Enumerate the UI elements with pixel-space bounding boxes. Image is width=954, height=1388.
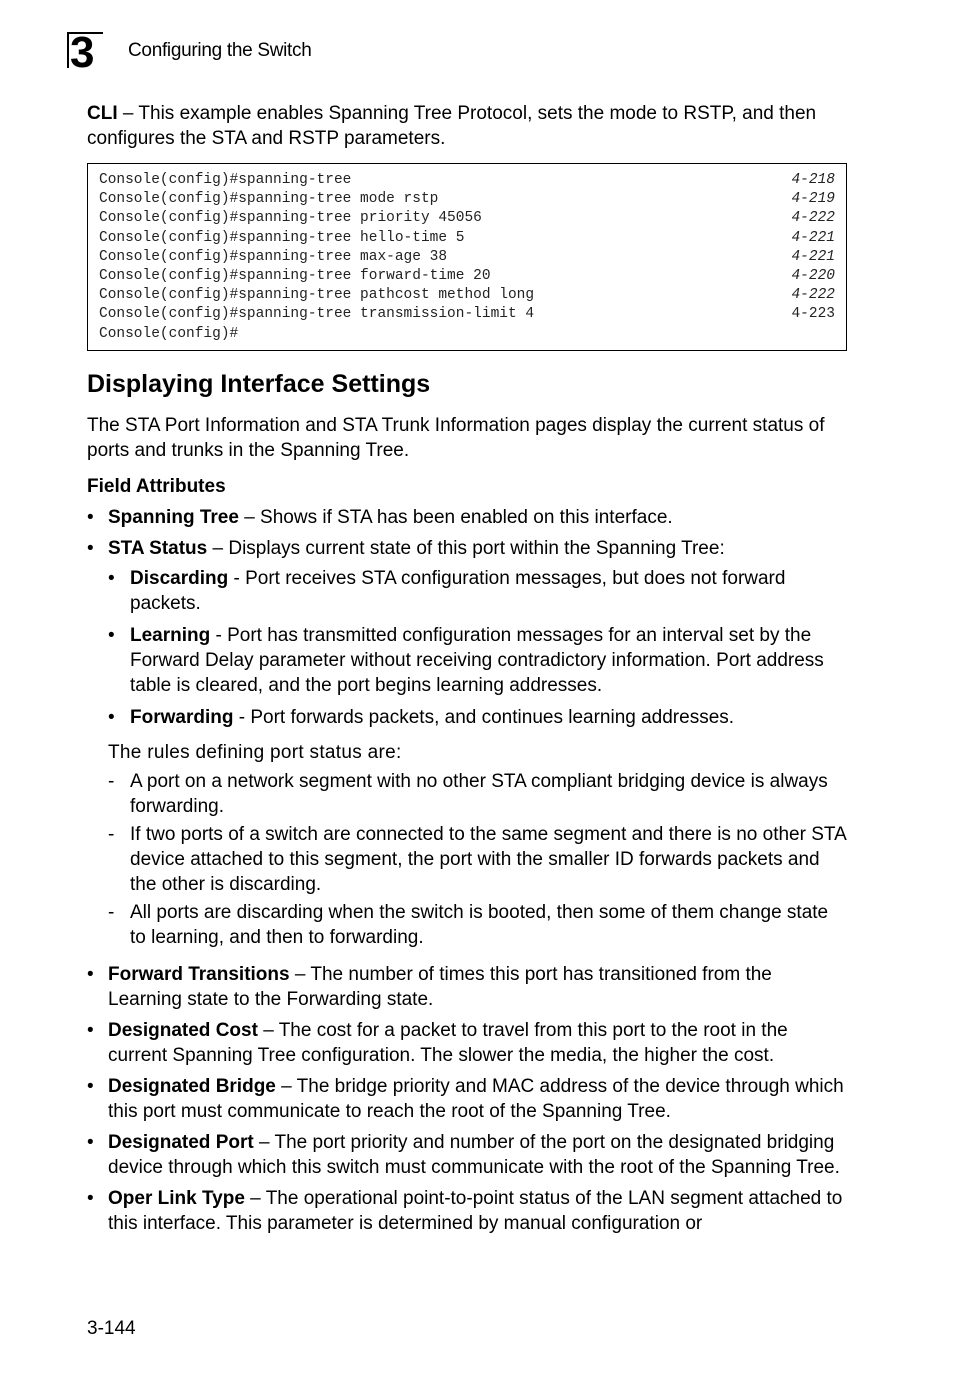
cli-code-block (87, 163, 847, 351)
page-number: 3-144 (87, 1318, 136, 1339)
field-term: Forward Transitions (108, 963, 290, 985)
field-item-designated-bridge (87, 1074, 847, 1124)
field-desc: – Shows if STA has been enabled on this interface. (238, 506, 673, 528)
chapter-marker-vertical-rule (67, 32, 69, 68)
state-list (108, 566, 847, 730)
page-content (87, 101, 847, 1242)
code-page-ref: 4-222 (791, 210, 835, 227)
state-desc: - Port forwards packets, and continues learning addresses. (233, 706, 735, 728)
bullet-icon: • (108, 706, 115, 728)
code-command: Console(config)#spanning-tree (99, 172, 352, 188)
field-desc: – Displays current state of this port within the Spanning Tree: (207, 537, 725, 559)
code-page-ref: 4-221 (791, 248, 835, 265)
cli-intro-text: – This example enables Spanning Tree Protocol, sets the mode to RSTP, and then configures the STA and RSTP parameters. (87, 103, 817, 149)
state-desc: - Port receives STA configuration messages, but does not forward packets. (130, 567, 786, 614)
bullet-icon: • (87, 1187, 94, 1209)
rule-item (108, 769, 847, 819)
field-item-designated-cost (87, 1018, 847, 1068)
cli-intro-lead: CLI (87, 103, 118, 124)
code-command: Console(config)#spanning-tree mode rstp (99, 191, 439, 208)
cli-intro (87, 101, 847, 151)
field-item-designated-port (87, 1130, 847, 1180)
code-line (99, 267, 835, 286)
field-term: Designated Port (108, 1131, 254, 1153)
state-item-forwarding (108, 705, 847, 730)
bullet-icon: • (87, 506, 94, 528)
dash-icon: - (108, 770, 115, 792)
chapter-marker (67, 28, 105, 77)
dash-icon: - (108, 823, 115, 845)
dash-icon: - (108, 901, 115, 923)
bullet-icon: • (87, 537, 94, 559)
state-item-discarding (108, 566, 847, 616)
code-command: Console(config)#spanning-tree transmission-limit 4 (99, 306, 535, 323)
code-page-ref: 4-221 (791, 229, 835, 246)
code-command: Console(config)# (99, 325, 239, 342)
field-item-oper-link-type (87, 1186, 847, 1236)
field-term: Spanning Tree (108, 506, 239, 528)
bullet-icon: • (87, 1019, 94, 1041)
field-item-forward-transitions (87, 962, 847, 1012)
rule-text: A port on a network segment with no other STA compliant bridging device is always forwarding. (130, 770, 828, 817)
code-command: Console(config)#spanning-tree forward-time 20 (99, 268, 491, 285)
field-desc: – The port priority and number of the port on the designated bridging device through which this switch must communicate with the root of the Spanning Tree. (108, 1131, 840, 1178)
code-line (99, 325, 835, 344)
rule-item (108, 900, 847, 950)
field-term: Designated Cost (108, 1019, 258, 1041)
bullet-icon: • (87, 963, 94, 985)
state-term: Learning (130, 624, 211, 646)
bullet-icon: • (108, 567, 115, 589)
running-title: Configuring the Switch (128, 40, 312, 61)
code-line (99, 229, 835, 248)
field-term: Oper Link Type (108, 1187, 245, 1209)
section-description: The STA Port Information and STA Trunk Information pages display the current status of ports and trunks in the Spanning Tree. (87, 414, 825, 461)
field-desc: – The operational point-to-point status of the LAN segment attached to this interface. This parameter is determined by manual configuration or (108, 1187, 843, 1234)
field-item-spanning-tree (87, 505, 847, 530)
field-item-sta-status (87, 536, 847, 950)
code-line (99, 286, 835, 305)
rule-text: If two ports of a switch are connected to the same segment and there is no other STA device attached to this segment, the port with the smaller ID forwards packets and the other is discarding. (130, 823, 846, 895)
rules-intro: The rules defining port status are: (108, 741, 402, 763)
field-desc: – The cost for a packet to travel from this port to the root in the current Spanning Tree configuration. The slower the media, the higher the cost. (108, 1019, 788, 1066)
section-title: Displaying Interface Settings (87, 369, 431, 398)
bullet-icon: • (87, 1075, 94, 1097)
code-command: Console(config)#spanning-tree priority 45056 (99, 210, 482, 227)
state-desc: - Port has transmitted configuration messages for an interval set by the Forward Delay parameter without receiving contradictory information. Port address table is cleared, and the port begins learning addresses. (130, 624, 824, 696)
code-line (99, 171, 835, 190)
rules-list (108, 769, 847, 950)
code-line (99, 190, 835, 209)
bullet-icon: • (108, 624, 115, 646)
field-list (87, 505, 847, 1236)
code-command: Console(config)#spanning-tree pathcost method long (99, 287, 535, 304)
field-term: STA Status (108, 537, 208, 559)
field-desc: – The number of times this port has transitioned from the Learning state to the Forwarding state. (108, 963, 772, 1010)
field-term: Designated Bridge (108, 1075, 276, 1097)
code-line (99, 248, 835, 267)
code-command: Console(config)#spanning-tree max-age 38 (99, 248, 448, 265)
code-page-ref: 4-222 (791, 287, 835, 304)
code-page-ref: 4-220 (791, 268, 835, 285)
state-item-learning (108, 623, 847, 698)
rule-text: All ports are discarding when the switch is booted, then some of them change state to learning, and then to forwarding. (130, 901, 829, 948)
rules-wrap (108, 769, 847, 950)
chapter-number: 3 (70, 28, 94, 77)
code-page-ref: 4-223 (791, 306, 835, 323)
bullet-icon: • (87, 1131, 94, 1153)
field-attributes-heading: Field Attributes (87, 475, 226, 497)
field-desc: – The bridge priority and MAC address of the device through which this port must communicate to reach the root of the Spanning Tree. (108, 1075, 844, 1122)
state-term: Forwarding (130, 706, 234, 728)
code-page-ref: 4-218 (791, 172, 835, 188)
state-term: Discarding (130, 567, 229, 589)
code-page-ref: 4-219 (791, 191, 835, 208)
code-command: Console(config)#spanning-tree hello-time 5 (99, 229, 465, 246)
rule-item (108, 822, 847, 897)
code-line (99, 209, 835, 228)
code-line (99, 305, 835, 324)
